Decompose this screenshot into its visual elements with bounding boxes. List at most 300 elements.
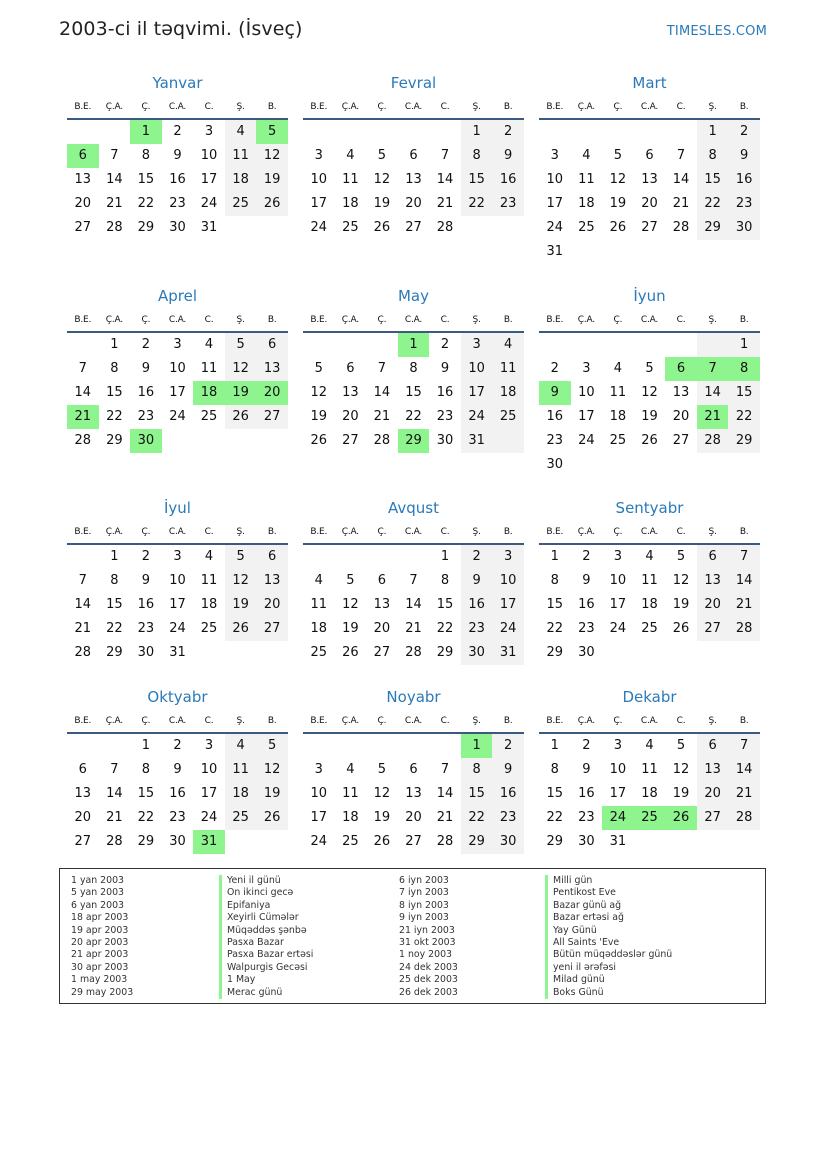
day-cell: 19 [373,810,391,825]
holiday-date: 29 may 2003 [71,986,134,998]
day-cell: 15 [735,385,753,400]
empty-cell [67,333,99,357]
week-row [539,144,760,168]
weekday-label: B. [267,102,277,112]
weekday-label: B.E. [310,315,328,325]
day-cell: 16 [436,385,454,400]
week-row [539,545,760,569]
weekday-label: Ç. [141,102,151,112]
holiday-name: Merac günü [219,987,313,999]
weekday-label: C. [204,716,214,726]
day-cell: 11 [310,597,328,612]
day-cell: 5 [236,337,245,352]
empty-cell [492,216,524,240]
day-cell: 17 [468,385,485,400]
weekday-label: B.E. [310,527,328,537]
weekday-label: Ç.A. [341,315,359,325]
day-cell: 6 [708,738,717,753]
holiday-date: 6 iyn 2003 [399,875,449,886]
day-cell: 15 [546,786,564,801]
weekday-label: Ç.A. [341,716,359,726]
weekday-label: Ç. [377,527,387,537]
day-cell: 25 [499,409,517,424]
day-cell: 14 [672,172,690,187]
empty-cell [602,333,634,357]
weekday-label: B. [267,315,277,325]
day-cell: 25 [200,621,218,636]
day-cell: 24 [169,621,186,636]
week-row [67,168,288,192]
day-cell: 7 [78,573,87,588]
week-row [303,806,524,830]
day-cell: 24 [200,196,218,211]
holiday-day-cell: 18 [193,381,225,405]
day-cell: 25 [342,834,359,849]
week-row [67,357,288,381]
empty-cell [697,641,729,665]
empty-cell [539,333,571,357]
day-cell: 17 [578,409,595,424]
holiday-date: 24 dek 2003 [399,961,458,973]
day-cell: 27 [263,409,281,424]
weekday-label: Ş. [236,527,245,537]
brand-logo[interactable]: TIMESLES.COM [666,24,767,39]
day-cell: 23 [499,196,517,211]
day-cell: 27 [74,220,92,235]
day-grid [539,333,760,477]
day-cell: 4 [346,762,355,777]
week-row [67,216,288,240]
empty-cell [728,830,760,854]
month-12 [539,686,760,854]
month-2 [303,72,524,240]
weekday-label: C.A. [640,527,659,537]
month-name: Dekabr [622,688,677,706]
day-cell: 23 [468,621,485,636]
day-cell: 13 [704,762,721,777]
day-cell: 29 [546,834,564,849]
month-3 [539,72,760,264]
weekday-label: B. [739,716,749,726]
week-row [539,830,760,854]
weekday-label: Ç.A. [577,102,595,112]
day-cell: 6 [409,762,418,777]
weekday-label: B.E. [546,102,564,112]
weekday-label: C. [204,527,214,537]
empty-cell [99,734,131,758]
day-cell: 27 [672,433,690,448]
day-cell: 17 [609,597,627,612]
day-cell: 20 [373,621,391,636]
day-cell: 16 [468,597,485,612]
holiday-name: Bazar ertəsi ağ [545,912,672,924]
weekday-label: Ş. [472,102,481,112]
weekday-label: C.A. [168,102,187,112]
day-cell: 30 [546,457,564,472]
weekday-label: Ç. [141,527,151,537]
weekday-header [539,710,760,734]
month-name: Yanvar [152,74,203,92]
day-cell: 1 [110,337,119,352]
day-cell: 20 [704,597,721,612]
empty-cell [665,240,697,264]
day-cell: 10 [499,573,517,588]
day-cell: 7 [740,549,749,564]
day-cell: 21 [436,810,454,825]
day-cell: 8 [440,573,450,588]
weekday-label: Ç. [613,527,623,537]
empty-cell [728,240,760,264]
day-cell: 9 [173,762,182,777]
day-cell: 22 [106,409,123,424]
holiday-date: 8 iyn 2003 [399,899,449,911]
day-cell: 5 [645,361,654,376]
weekday-label: C. [440,527,450,537]
day-cell: 16 [137,597,155,612]
day-cell: 18 [232,172,249,187]
day-cell: 12 [232,573,249,588]
holiday-name: On ikinci gecə [219,887,313,899]
empty-cell [634,830,666,854]
weekday-label: Ç. [613,716,623,726]
day-cell: 18 [342,810,359,825]
day-cell: 15 [436,597,454,612]
day-cell: 2 [740,124,749,139]
day-cell: 8 [472,762,481,777]
day-cell: 31 [468,433,485,448]
day-cell: 31 [546,244,564,259]
day-cell: 28 [74,645,92,660]
month-name: Aprel [157,287,198,305]
day-cell: 15 [106,597,123,612]
day-cell: 23 [546,433,564,448]
day-cell: 2 [141,549,151,564]
day-cell: 28 [436,834,454,849]
weekday-label: Ç. [141,315,151,325]
weekday-label: C.A. [404,527,423,537]
holiday-name: Milad günü [545,974,672,986]
holiday-day-cell: 19 [225,381,257,405]
day-cell: 11 [200,573,218,588]
holiday-day-cell: 1 [130,120,162,144]
day-cell: 3 [204,738,214,753]
holiday-date: 26 dek 2003 [399,986,458,998]
day-cell: 5 [346,573,355,588]
weekday-label: B. [503,315,513,325]
week-row [539,333,760,357]
empty-cell [303,120,335,144]
weekday-label: Ç.A. [341,102,359,112]
week-row [303,357,524,381]
holiday-date-column [399,875,458,999]
day-cell: 4 [204,549,214,564]
week-row [539,429,760,453]
day-cell: 22 [137,810,155,825]
day-cell: 25 [232,810,249,825]
day-cell: 16 [735,172,753,187]
day-cell: 6 [268,337,277,352]
holiday-name: Bazar günü ağ [545,900,672,912]
week-row [303,333,524,357]
day-cell: 19 [641,409,658,424]
empty-cell [571,240,603,264]
holiday-list [59,868,766,1004]
day-cell: 11 [641,573,658,588]
day-cell: 8 [550,762,559,777]
weekday-label: C. [676,527,686,537]
day-cell: 22 [436,621,454,636]
weekday-label: Ş. [708,527,717,537]
day-cell: 14 [735,762,753,777]
day-cell: 15 [405,385,422,400]
weekday-label: Ç. [141,716,151,726]
week-row [303,216,524,240]
holiday-name: Bütün müqəddəslər günü [545,949,672,961]
day-cell: 18 [609,409,627,424]
day-cell: 22 [546,810,564,825]
day-cell: 13 [405,786,422,801]
day-cell: 27 [74,834,92,849]
day-cell: 26 [609,220,627,235]
empty-cell [665,830,697,854]
day-cell: 14 [405,597,422,612]
weekday-label: B.E. [74,102,92,112]
empty-cell [398,545,430,569]
empty-cell [67,545,99,569]
day-cell: 10 [546,172,564,187]
day-cell: 28 [704,433,721,448]
day-cell: 27 [704,810,721,825]
weekday-label: Ç.A. [577,527,595,537]
weekday-label: B.E. [74,716,92,726]
month-name: Noyabr [386,688,441,706]
day-cell: 4 [346,148,355,163]
week-row [539,758,760,782]
holiday-day-cell: 30 [130,429,162,453]
holiday-day-cell: 6 [665,357,697,381]
week-row [303,429,524,453]
day-cell: 10 [200,148,218,163]
day-cell: 29 [436,645,454,660]
day-cell: 26 [373,220,391,235]
day-cell: 24 [200,810,218,825]
day-cell: 1 [141,738,151,753]
holiday-name: Milli gün [545,875,672,887]
week-row [67,545,288,569]
day-cell: 30 [468,645,485,660]
week-row [67,333,288,357]
day-cell: 22 [546,621,564,636]
weekday-label: Ş. [708,315,717,325]
day-cell: 18 [641,597,658,612]
day-cell: 11 [641,762,658,777]
day-cell: 30 [436,433,454,448]
month-11 [303,686,524,854]
weekday-label: B. [503,102,513,112]
holiday-day-cell: 29 [398,429,430,453]
weekday-label: C.A. [640,102,659,112]
empty-cell [665,453,697,477]
holiday-name: Walpurgis Gecəsi [219,962,313,974]
day-cell: 21 [672,196,690,211]
day-cell: 8 [110,361,119,376]
weekday-label: Ç. [377,716,387,726]
day-cell: 13 [641,172,658,187]
empty-cell [697,453,729,477]
month-name: İyun [633,287,666,305]
weekday-label: Ş. [472,716,481,726]
day-cell: 3 [613,549,623,564]
day-grid [303,734,524,854]
day-cell: 13 [74,786,92,801]
day-cell: 19 [373,196,391,211]
holiday-day-cell: 25 [634,806,666,830]
day-cell: 28 [436,220,454,235]
week-row [539,806,760,830]
day-cell: 11 [578,172,595,187]
day-cell: 26 [232,621,249,636]
day-cell: 12 [232,361,249,376]
day-cell: 6 [708,549,717,564]
empty-cell [303,545,335,569]
weekday-label: C.A. [168,315,187,325]
day-cell: 8 [708,148,717,163]
day-cell: 5 [613,148,623,163]
empty-cell [539,120,571,144]
day-cell: 25 [232,196,249,211]
weekday-label: Ş. [708,102,717,112]
day-cell: 7 [409,573,418,588]
empty-cell [634,333,666,357]
holiday-date: 30 apr 2003 [71,961,129,973]
day-cell: 30 [578,645,595,660]
weekday-label: C.A. [640,315,659,325]
empty-cell [256,641,288,665]
day-cell: 9 [582,762,591,777]
month-5 [303,285,524,453]
week-row [303,734,524,758]
holiday-day-cell: 20 [256,381,288,405]
day-cell: 11 [342,786,359,801]
day-cell: 27 [405,220,422,235]
holiday-name: Yay Günü [545,925,672,937]
day-cell: 13 [263,361,281,376]
holiday-day-cell: 31 [193,830,225,854]
week-row [67,593,288,617]
week-row [303,830,524,854]
day-cell: 20 [405,196,422,211]
day-cell: 29 [546,645,564,660]
day-cell: 24 [499,621,517,636]
day-cell: 13 [672,385,690,400]
day-cell: 5 [676,738,686,753]
weekday-label: Ç.A. [105,315,123,325]
day-cell: 10 [200,762,218,777]
holiday-day-cell: 26 [665,806,697,830]
day-cell: 24 [310,220,328,235]
empty-cell [665,641,697,665]
week-row [67,144,288,168]
day-cell: 7 [110,762,119,777]
day-cell: 3 [173,549,182,564]
empty-cell [366,333,398,357]
weekday-label: C. [676,315,686,325]
holiday-day-cell: 8 [728,357,760,381]
day-cell: 3 [550,148,559,163]
day-cell: 12 [373,172,391,187]
day-cell: 17 [499,597,517,612]
weekday-label: Ç. [377,315,387,325]
day-cell: 17 [546,196,564,211]
day-cell: 28 [373,433,391,448]
weekday-label: C. [676,716,686,726]
weekday-label: Ş. [472,315,481,325]
day-cell: 22 [735,409,753,424]
weekday-label: B.E. [310,102,328,112]
day-cell: 4 [645,738,654,753]
weekday-label: C.A. [168,527,187,537]
week-row [67,381,288,405]
day-cell: 20 [74,810,92,825]
holiday-date: 19 apr 2003 [71,924,129,936]
weekday-label: Ş. [472,527,481,537]
holiday-day-cell: 5 [256,120,288,144]
holiday-date: 9 iyn 2003 [399,912,449,924]
day-cell: 26 [641,433,658,448]
weekday-header [539,521,760,545]
day-cell: 30 [169,834,186,849]
day-cell: 3 [314,148,323,163]
day-cell: 24 [546,220,564,235]
weekday-label: C. [440,315,450,325]
weekday-label: Ç.A. [577,315,595,325]
day-cell: 30 [578,834,595,849]
week-row [539,782,760,806]
day-cell: 24 [468,409,485,424]
week-row [303,569,524,593]
day-cell: 26 [232,409,249,424]
day-cell: 21 [405,621,422,636]
weekday-label: Ş. [236,102,245,112]
day-cell: 16 [499,786,517,801]
day-cell: 14 [106,172,123,187]
day-cell: 27 [342,433,359,448]
day-cell: 7 [78,361,87,376]
day-cell: 12 [641,385,658,400]
month-10 [67,686,288,854]
week-row [67,641,288,665]
day-grid [67,120,288,240]
weekday-label: C.A. [168,716,187,726]
day-grid [67,333,288,453]
empty-cell [665,120,697,144]
weekday-label: B. [267,527,277,537]
week-row [303,782,524,806]
holiday-name: 1 May [219,974,313,986]
day-cell: 12 [373,786,391,801]
day-cell: 16 [499,172,517,187]
week-row [303,545,524,569]
empty-cell [728,453,760,477]
empty-cell [461,216,493,240]
week-row [303,120,524,144]
week-row [303,593,524,617]
day-cell: 24 [310,834,328,849]
weekday-label: B. [503,716,513,726]
holiday-name: Pasxa Bazar ertəsi [219,949,313,961]
day-cell: 2 [472,549,481,564]
holiday-name: All Saints 'Eve [545,937,672,949]
